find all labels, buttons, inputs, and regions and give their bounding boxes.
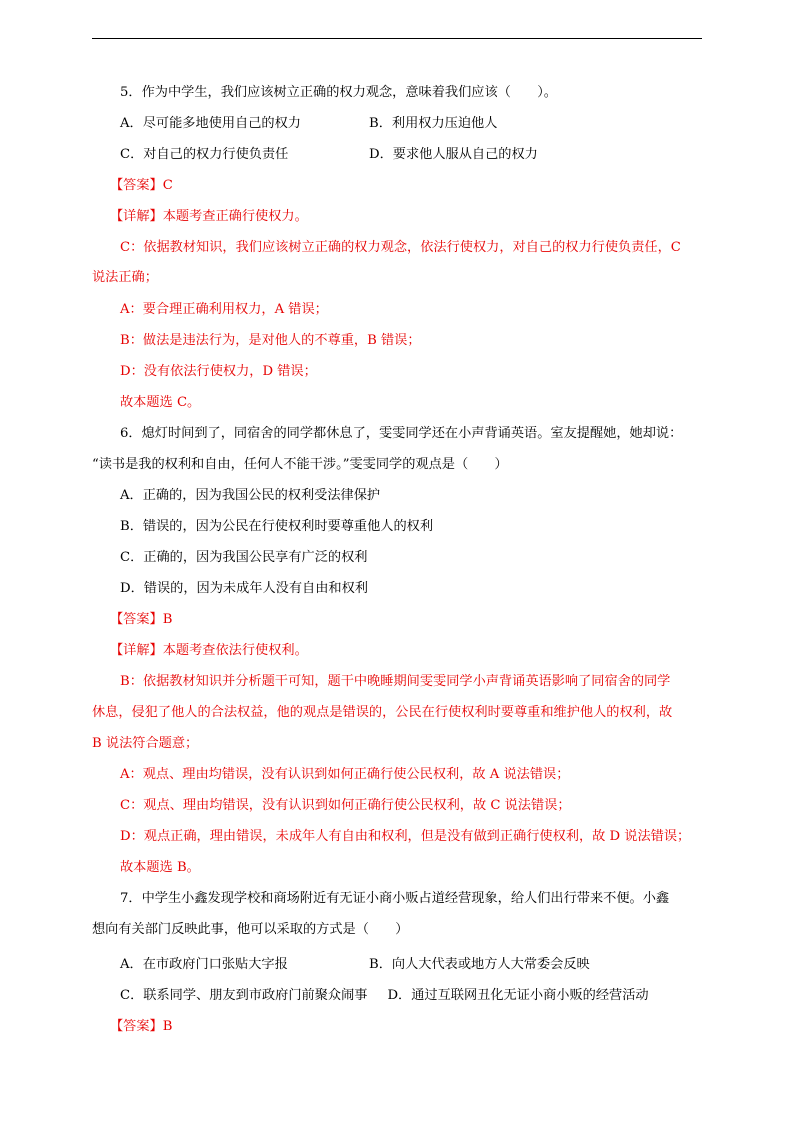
- q5-detail-d: D：没有依法行使权力，D 错误；: [120, 364, 317, 379]
- q6-detail-heading: 【详解】本题考查依法行使权利。: [110, 643, 308, 658]
- q6-option-a: A．正确的，因为我国公民的权利受法律保护: [120, 488, 381, 503]
- q6-stem-cont: “读书是我的权利和自由，任何人不能干涉。”雯雯同学的观点是（ ）: [92, 457, 508, 472]
- q5-detail-heading: 【详解】本题考查正确行使权力。: [110, 209, 308, 224]
- q5-detail-b: B：做法是违法行为，是对他人的不尊重，B 错误；: [120, 333, 421, 348]
- q6-detail-d: D：观点正确，理由错误，未成年人有自由和权利，但是没有做到正确行使权利，故 D 说法错误；: [120, 829, 691, 844]
- q6-detail-a: A：观点、理由均错误，没有认识到如何正确行使公民权利，故 A 说法错误；: [120, 767, 570, 782]
- q5-option-b: B．利用权力压迫他人: [369, 116, 498, 131]
- q6-option-b: B．错误的，因为公民在行使权利时要尊重他人的权利: [120, 519, 434, 534]
- header-rule: [92, 38, 702, 39]
- q7-option-d: D．通过互联网丑化无证小商小贩的经营活动: [387, 988, 649, 1003]
- q5-conclusion: 故本题选 C。: [120, 395, 201, 410]
- q5-option-d: D．要求他人服从自己的权力: [369, 147, 538, 162]
- q6-option-d: D．错误的，因为未成年人没有自由和权利: [120, 581, 368, 596]
- q7-option-a: A．在市政府门口张贴大字报: [120, 957, 288, 972]
- q6-option-c: C．正确的，因为我国公民享有广泛的权利: [120, 550, 368, 565]
- q6-conclusion: 故本题选 B。: [120, 860, 200, 875]
- q5-detail-c: C：依据教材知识，我们应该树立正确的权力观念，依法行使权力，对自己的权力行使负责任，C: [120, 240, 681, 255]
- q7-options-row-2: [120, 986, 649, 1006]
- q7-stem: 7．中学生小鑫发现学校和商场附近有无证小商小贩占道经营现象，给人们出行带来不便。小鑫: [120, 891, 670, 906]
- q7-option-c: C．联系同学、朋友到市政府门前聚众闹事: [120, 988, 368, 1003]
- q5-options-row-1: [120, 114, 497, 134]
- q7-answer: 【答案】B: [110, 1019, 173, 1034]
- q5-detail-c-cont: 说法正确；: [92, 270, 158, 285]
- q5-option-c: C．对自己的权力行使负责任: [120, 147, 289, 162]
- q7-stem-cont: 想向有关部门反映此事，他可以采取的方式是（ ）: [92, 922, 409, 937]
- q5-answer: 【答案】C: [110, 178, 173, 193]
- q6-detail-b-cont-1: 休息，侵犯了他人的合法权益，他的观点是错误的，公民在行使权利时要尊重和维护他人的权利，故: [92, 705, 673, 720]
- q6-detail-b-cont-2: B 说法符合题意；: [92, 736, 199, 751]
- q6-stem: 6．熄灯时间到了，同宿舍的同学都休息了，雯雯同学还在小声背诵英语。室友提醒她，她却说：: [120, 426, 683, 441]
- q7-options-row-1: [120, 955, 590, 975]
- q5-options-row-2: [120, 145, 538, 165]
- q6-detail-c: C：观点、理由均错误，没有认识到如何正确行使公民权利，故 C 说法错误；: [120, 798, 571, 813]
- q7-option-b: B．向人大代表或地方人大常委会反映: [369, 957, 590, 972]
- q6-answer: 【答案】B: [110, 612, 173, 627]
- q5-option-a: A．尽可能多地使用自己的权力: [120, 116, 301, 131]
- q5-stem: 5．作为中学生，我们应该树立正确的权力观念，意味着我们应该（ ）。: [120, 85, 557, 100]
- q5-detail-a: A：要合理正确利用权力，A 错误；: [120, 302, 328, 317]
- q6-detail-b: B：依据教材知识并分析题干可知，题干中晚睡期间雯雯同学小声背诵英语影响了同宿舍的同学: [120, 674, 671, 689]
